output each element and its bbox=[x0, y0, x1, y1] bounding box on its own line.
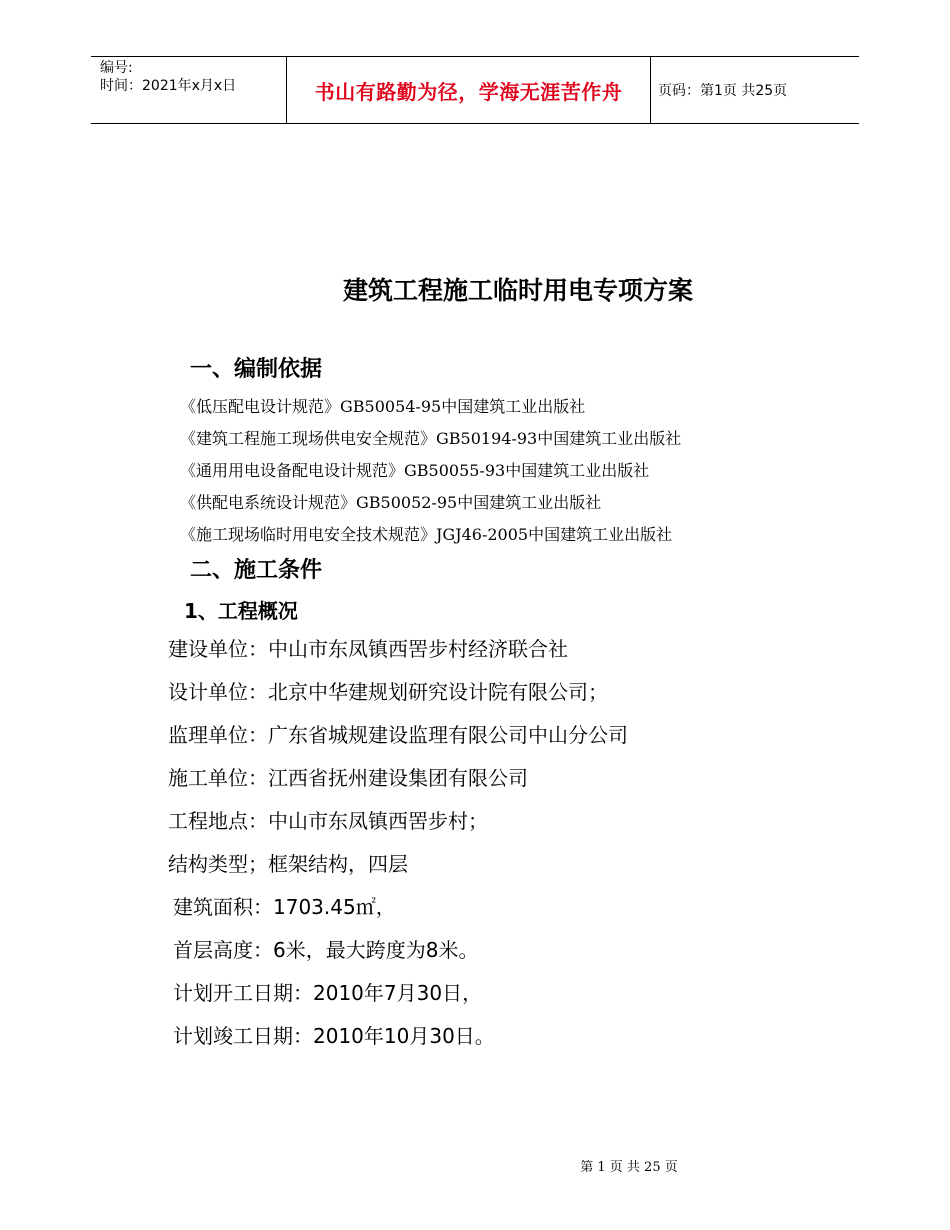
info-label: 监理单位： bbox=[168, 723, 268, 747]
info-value-cont: 西罟步村； bbox=[388, 809, 488, 833]
reference-item: 《供配电系统设计规范》GB50052-95中国建筑工业出版社 bbox=[180, 493, 602, 512]
info-label: 计划开工日期： bbox=[173, 981, 313, 1005]
info-label: 设计单位： bbox=[168, 680, 268, 704]
header-page-info: 页码：第1页 共25页 bbox=[658, 83, 788, 99]
info-value: 广东省城规建设监理有限公司中山分公司 bbox=[268, 723, 628, 747]
info-value: 6米，最大跨度为8米。 bbox=[273, 938, 479, 962]
info-value: 中山市东凤镇西罟步村经济联合社 bbox=[268, 637, 568, 661]
info-row-designer bbox=[168, 676, 608, 705]
reference-item: 《建筑工程施工现场供电安全规范》GB50194-93中国建筑工业出版社 bbox=[180, 429, 682, 448]
section-heading-conditions: 二、施工条件 bbox=[190, 558, 323, 583]
info-value: 中山市东凤镇 bbox=[268, 809, 388, 833]
info-row-owner bbox=[168, 633, 568, 662]
header-motto: 书山有路勤为径，学海无涯苦作舟 bbox=[314, 79, 623, 104]
info-value: 2010年7月30日， bbox=[313, 981, 483, 1005]
page-footer: 第 1 页 共 25 页 bbox=[580, 1160, 678, 1175]
info-value: 北京中华建规划研究设计院有限公司； bbox=[268, 680, 608, 704]
subsection-heading-overview: 1、工程概况 bbox=[184, 599, 298, 623]
header-number-label: 编号: bbox=[100, 60, 133, 76]
info-row-start-date bbox=[173, 977, 482, 1006]
info-label: 结构类型； bbox=[168, 852, 268, 876]
info-row-structure bbox=[168, 848, 408, 877]
info-value: 江西省抚州建设集团有限公司 bbox=[268, 766, 528, 790]
info-row-supervisor bbox=[168, 719, 628, 748]
info-label: 工程地点： bbox=[168, 809, 268, 833]
reference-item: 《低压配电设计规范》GB50054-95中国建筑工业出版社 bbox=[180, 397, 586, 416]
info-row-contractor bbox=[168, 762, 528, 791]
info-value: 2010年10月30日。 bbox=[313, 1024, 495, 1048]
info-value: 框架结构，四层 bbox=[268, 852, 408, 876]
info-row-height bbox=[173, 934, 478, 963]
info-label: 施工单位： bbox=[168, 766, 268, 790]
info-label: 计划竣工日期： bbox=[173, 1024, 313, 1048]
reference-item: 《施工现场临时用电安全技术规范》JGJ46-2005中国建筑工业出版社 bbox=[180, 525, 673, 544]
reference-item: 《通用用电设备配电设计规范》GB50055-93中国建筑工业出版社 bbox=[180, 461, 650, 480]
info-row-location bbox=[168, 805, 488, 834]
header-meta bbox=[91, 57, 286, 123]
info-value: 1703.45㎡， bbox=[273, 895, 396, 919]
info-label: 建筑面积： bbox=[173, 895, 273, 919]
info-row-end-date bbox=[173, 1020, 495, 1049]
header-page-cell bbox=[650, 57, 859, 123]
document-title: 建筑工程施工临时用电专项方案 bbox=[342, 276, 693, 305]
info-label: 建设单位： bbox=[168, 637, 268, 661]
info-label: 首层高度： bbox=[173, 938, 273, 962]
header-time: 时间：2021年x月x日 bbox=[100, 78, 237, 94]
section-heading-basis: 一、编制依据 bbox=[190, 357, 323, 382]
header-motto-cell bbox=[286, 57, 651, 123]
info-row-area bbox=[173, 891, 396, 920]
page-header bbox=[91, 56, 859, 124]
